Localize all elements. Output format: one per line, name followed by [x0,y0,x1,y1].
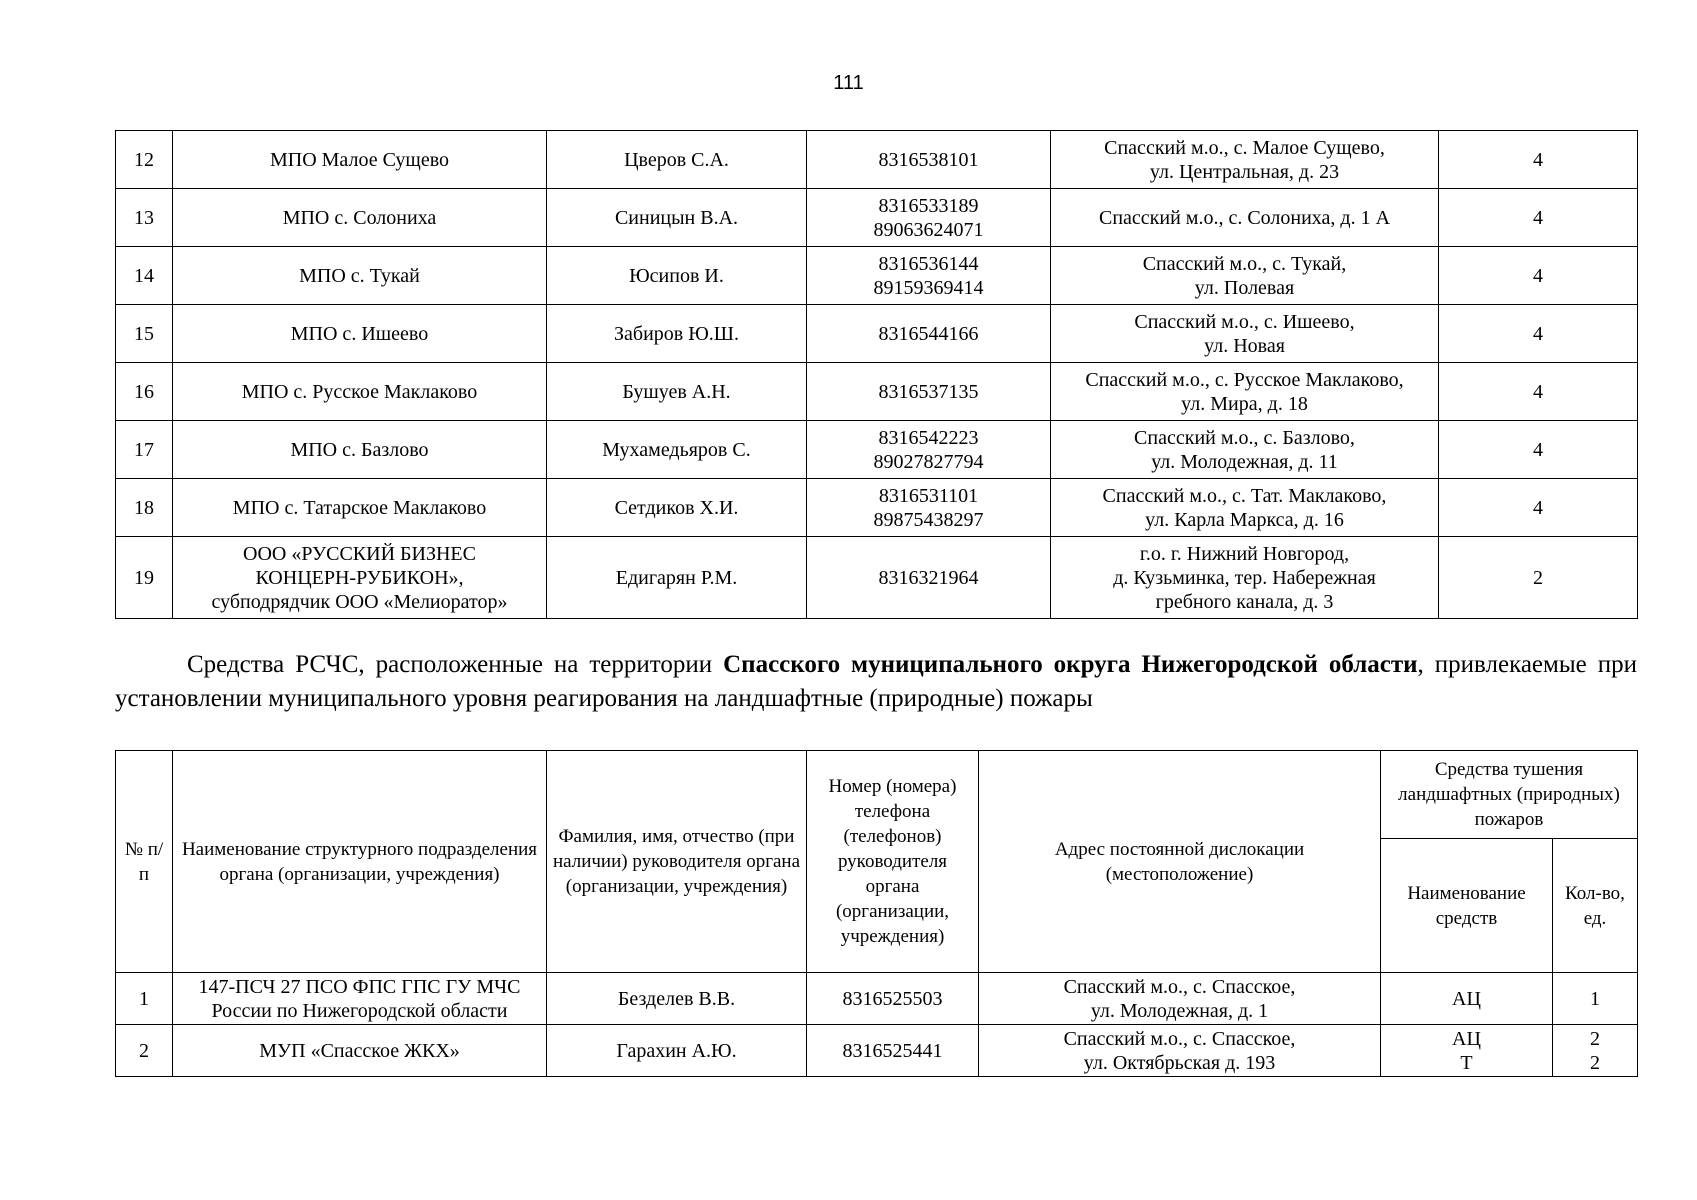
address-line: ул. Молодежная, д. 11 [1151,450,1338,473]
head-name: Сетдиков Х.И. [547,479,807,537]
row-number: 1 [116,973,173,1025]
means-count-line: 2 [1590,1051,1600,1074]
head-name: Забиров Ю.Ш. [547,305,807,363]
address [1051,537,1439,619]
table-row [116,479,1638,537]
unit-name-line: МПО Малое Сущево [269,148,450,171]
address-line: Спасский м.о., с. Базлово, [1134,426,1355,449]
table-row [116,421,1638,479]
address-line: Спасский м.о., с. Тукай, [1142,252,1347,275]
phone-numbers [807,537,1051,619]
address-line: ул. Карла Маркса, д. 16 [1145,508,1344,531]
row-number: 15 [116,305,173,363]
address [1051,305,1439,363]
table-row [116,189,1638,247]
address [1051,189,1439,247]
unit-name-line: 147-ПСЧ 27 ПСО ФПС ГПС ГУ МЧС [198,975,521,998]
unit-name [173,1025,547,1077]
count: 4 [1439,247,1638,305]
unit-name [173,479,547,537]
table-row [116,973,1638,1025]
unit-name [173,247,547,305]
table-row [116,131,1638,189]
unit-name-line: КОНЦЕРН-РУБИКОН», [255,566,464,589]
table-row [116,247,1638,305]
header-means: Средства тушения ландшафтных (природных) пожаров [1381,751,1638,839]
phone-numbers [807,131,1051,189]
head-name: Юсипов И. [547,247,807,305]
address-line: Спасский м.о., с. Русское Маклаково, [1085,368,1404,391]
row-number: 14 [116,247,173,305]
means-name-line: Т [1460,1051,1473,1074]
phone-numbers [807,421,1051,479]
head-name: Синицын В.А. [547,189,807,247]
unit-name [173,363,547,421]
address [1051,131,1439,189]
means-name-line: АЦ [1452,1027,1481,1050]
unit-name-line: МПО с. Русское Маклаково [241,380,478,403]
phone-numbers [807,189,1051,247]
unit-name-line: МПО с. Ишеево [290,322,429,345]
header-means-count: Кол-во, ед. [1553,839,1638,973]
address-line: д. Кузьминка, тер. Набережная [1113,566,1376,589]
phone-numbers-line: 8316537135 [878,380,979,403]
unit-name [173,421,547,479]
header-num: № п/п [116,751,173,973]
phone-numbers-line: 8316321964 [878,566,979,589]
units-table-continued [115,130,1638,619]
address-line: ул. Центральная, д. 23 [1149,160,1340,183]
address-line: Спасский м.о., с. Тат. Маклаково, [1102,484,1387,507]
header-name: Наименование структурного подразделения органа (организации, учреждения) [173,751,547,973]
row-number: 18 [116,479,173,537]
page-number: 111 [833,72,864,94]
address-line: ул. Новая [1204,334,1285,357]
phone-number: 8316525503 [807,973,979,1025]
row-number: 13 [116,189,173,247]
address-line: ул. Молодежная, д. 1 [1090,999,1269,1022]
table-row [116,1025,1638,1077]
count: 2 [1439,537,1638,619]
address [1051,363,1439,421]
unit-name-line: МУП «Спасское ЖКХ» [259,1039,460,1062]
count: 4 [1439,131,1638,189]
address [1051,479,1439,537]
address-line: ул. Полевая [1194,276,1295,299]
address-line: Спасский м.о., с. Солониха, д. 1 А [1098,206,1391,229]
row-number: 12 [116,131,173,189]
unit-name [173,973,547,1025]
row-number: 16 [116,363,173,421]
address [979,1025,1381,1077]
count: 4 [1439,363,1638,421]
phone-numbers-line: 8316544166 [878,322,979,345]
means-count [1553,973,1638,1025]
means-name [1381,1025,1553,1077]
phone-numbers-line: 89063624071 [873,218,984,241]
row-number: 2 [116,1025,173,1077]
address-line: Спасский м.о., с. Спасское, [1063,1027,1296,1050]
means-count-line: 2 [1590,1027,1600,1050]
unit-name-line: субподрядчик ООО «Мелиоратор» [211,590,508,613]
phone-numbers-line: 8316536144 [878,252,979,275]
head-name: Бушуев А.Н. [547,363,807,421]
count: 4 [1439,305,1638,363]
section-heading: Средства РСЧС, расположенные на территории Спасского муниципального округа Нижегородской области, привлекаемые при установлении муниципального уровня реагирования на ландшафтные (природные) пожары [115,651,1637,712]
unit-name-line: России по Нижегородской области [211,999,508,1022]
header-address: Адрес постоянной дислокации (местоположение) [979,751,1381,973]
header-means-name: Наименование средств [1381,839,1553,973]
head-name: Едигарян Р.М. [547,537,807,619]
address-line: Спасский м.о., с. Спасское, [1063,975,1296,998]
head-name: Цверов С.А. [547,131,807,189]
unit-name [173,189,547,247]
phone-numbers [807,247,1051,305]
phone-numbers-line: 8316538101 [878,148,979,171]
means-count [1553,1025,1638,1077]
unit-name-line: ООО «РУССКИЙ БИЗНЕС [243,542,476,565]
header-phone: Номер (номера) телефона (телефонов) руководителя органа (организации, учреждения) [807,751,979,973]
row-number: 19 [116,537,173,619]
unit-name-line: МПО с. Тукай [299,264,420,287]
means-name [1381,973,1553,1025]
row-number: 17 [116,421,173,479]
phone-numbers-line: 8316531101 [878,484,979,507]
address-line: Спасский м.о., с. Малое Сущево, [1104,136,1385,159]
address-line: г.о. г. Нижний Новгород, [1139,542,1350,565]
phone-numbers [807,305,1051,363]
table-row [116,537,1638,619]
unit-name-line: МПО с. Базлово [290,438,429,461]
unit-name-line: МПО с. Татарское Маклаково [232,496,487,519]
address [979,973,1381,1025]
means-count-line: 1 [1590,987,1600,1010]
unit-name-line: МПО с. Солониха [282,206,437,229]
address-line: Спасский м.о., с. Ишеево, [1134,310,1355,333]
unit-name [173,131,547,189]
count: 4 [1439,479,1638,537]
address-line: гребного канала, д. 3 [1155,590,1334,613]
phone-numbers-line: 89159369414 [873,276,984,299]
address-line: ул. Мира, д. 18 [1181,392,1308,415]
phone-numbers-line: 89027827794 [873,450,984,473]
phone-numbers-line: 89875438297 [873,508,984,531]
table-row [116,305,1638,363]
means-name-line: АЦ [1452,987,1481,1010]
head-name: Безделев В.В. [547,973,807,1025]
table-row [116,363,1638,421]
fire-means-table [115,750,1638,1077]
header-head: Фамилия, имя, отчество (при наличии) руководителя органа (организации, учреждения) [547,751,807,973]
head-name: Гарахин А.Ю. [547,1025,807,1077]
unit-name [173,305,547,363]
address [1051,247,1439,305]
phone-numbers [807,363,1051,421]
address-line: ул. Октябрьская д. 193 [1083,1051,1276,1074]
phone-numbers-line: 8316542223 [878,426,979,449]
phone-numbers [807,479,1051,537]
phone-number: 8316525441 [807,1025,979,1077]
head-name: Мухамедьяров С. [547,421,807,479]
address [1051,421,1439,479]
count: 4 [1439,421,1638,479]
phone-numbers-line: 8316533189 [878,194,979,217]
unit-name [173,537,547,619]
count: 4 [1439,189,1638,247]
